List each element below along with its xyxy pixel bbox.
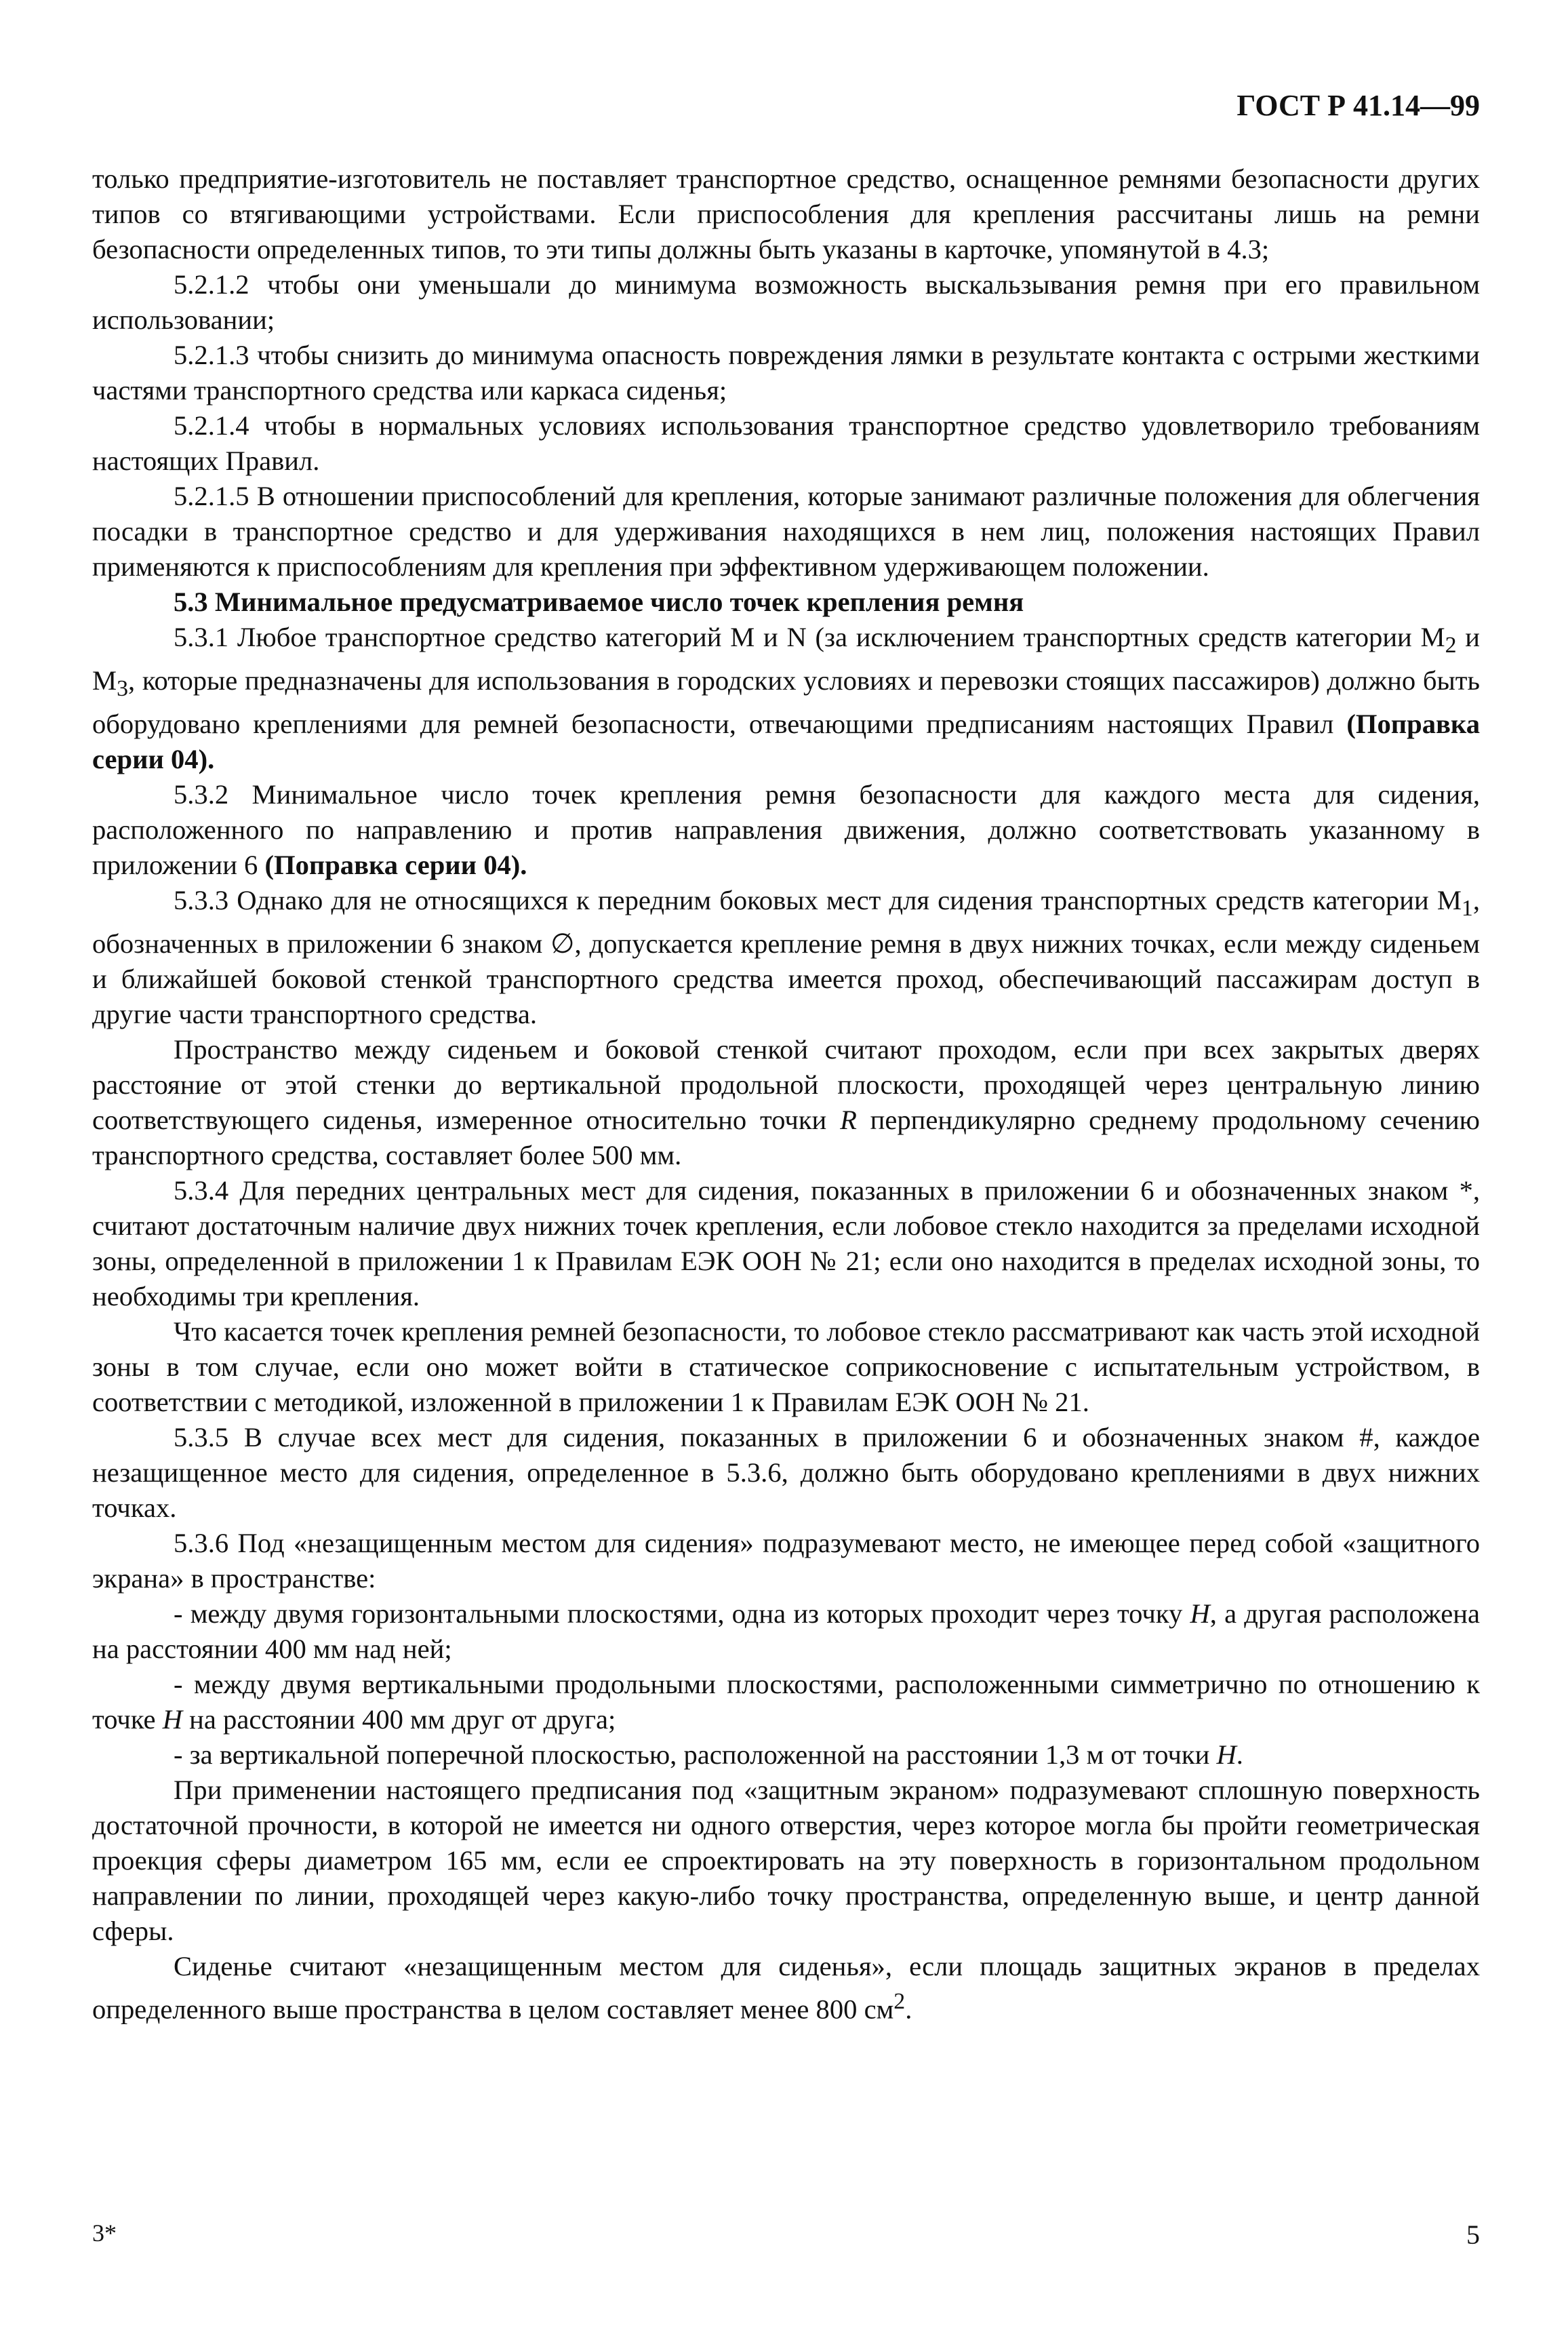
text-run: R bbox=[840, 1105, 857, 1136]
text-run: 5.2.1.5 В отношении приспособлений для крепления, которые занимают различные положения для облегчения посадки в транспортное средство и для удерживания находящихся в нем лиц, положения настоящих Правил применяются к приспособлениям для крепления при эффективном удерживающем положении. bbox=[92, 481, 1480, 582]
text-run: 5.3.2 Минимальное число точек крепления ремня безопасности для каждого места для сидения, расположенного по направлению и против направления движения, должно соответствовать указанному в приложении 6 bbox=[92, 779, 1480, 881]
paragraph bbox=[92, 777, 1480, 883]
paragraph bbox=[92, 1667, 1480, 1737]
text-run: , которые предназначены для использования в городских условиях и перевозки стоящих пассажиров) должно быть оборудовано креплениями для ремней безопасности, отвечающими предписаниям настоящих Правил bbox=[92, 665, 1480, 740]
sheet-mark: 3* bbox=[92, 2219, 117, 2247]
text-run: Сиденье считают «незащищенным местом для сиденья», если площадь защитных экранов в пределах определенного выше пространства в целом составляет менее 800 см bbox=[92, 1951, 1480, 2025]
text-run: 5.2.1.2 чтобы они уменьшали до минимума возможность выскальзывания ремня при его правильном использовании; bbox=[92, 269, 1480, 335]
page-number: 5 bbox=[1466, 2219, 1480, 2250]
text-run: Пространство между сиденьем и боковой стенкой считают проходом, если при всех закрытых дверях расстояние от этой стенки до вертикальной продольной плоскости, проходящей через центральную линию соответствующего сиденья, измеренное относительно точки bbox=[92, 1034, 1480, 1136]
paragraph bbox=[92, 408, 1480, 479]
text-run: 5.3 Минимальное предусматриваемое число точек крепления ремня bbox=[174, 587, 1024, 617]
text-run: (Поправка серии 04). bbox=[264, 850, 527, 881]
paragraph bbox=[92, 1596, 1480, 1667]
text-run: 5.2.1.4 чтобы в нормальных условиях использования транспортное средство удовлетворило требованиям настоящих Правил. bbox=[92, 410, 1480, 476]
text-run: - между двумя горизонтальными плоскостями, одна из которых проходит через точку bbox=[174, 1598, 1190, 1629]
subscript-run: 3 bbox=[117, 676, 129, 702]
paragraph bbox=[92, 1420, 1480, 1526]
text-run: H bbox=[1216, 1739, 1237, 1771]
text-run: (Поправка серии 04). bbox=[92, 709, 1480, 775]
text-run: 5.3.5 В случае всех мест для сидения, показанных в приложении 6 и обозначенных знаком #, каждое незащищенное место для сидения, определенное в 5.3.6, должно быть оборудовано креплениями в двух нижних точках. bbox=[92, 1422, 1480, 1524]
paragraph bbox=[92, 1773, 1480, 1949]
paragraph bbox=[92, 1314, 1480, 1420]
superscript-run: 2 bbox=[893, 1989, 906, 2015]
text-run: , обозначенных в приложении 6 знаком ∅, допускается крепление ремня в двух нижних точках, если между сиденьем и ближайшей боковой стенкой транспортного средства имеется проход, обеспечивающий пассажирам доступ в другие части транспортного средства. bbox=[92, 885, 1480, 1030]
text-run: При применении настоящего предписания под «защитным экраном» подразумевают сплошную поверхность достаточной прочности, в которой не имеется ни одного отверстия, через которое могла бы пройти геометрическая проекция сферы диаметром 165 мм, если ее спроектировать на эту поверхность в горизонтальном продольном направлении по линии, проходящей через какую-либо точку пространства, определенную выше, и центр данной сферы. bbox=[92, 1775, 1480, 1947]
text-run: - за вертикальной поперечной плоскостью, расположенной на расстоянии 1,3 м от точки bbox=[174, 1739, 1217, 1771]
paragraph bbox=[92, 338, 1480, 408]
text-run: перпендикулярно среднему продольному сечению транспортного средства, составляет более 500 мм. bbox=[92, 1105, 1480, 1171]
text-run: 5.3.6 Под «незащищенным местом для сидения» подразумевают место, не имеющее перед собой «защитного экрана» в пространстве: bbox=[92, 1528, 1480, 1594]
text-run: H bbox=[1190, 1598, 1210, 1629]
paragraph bbox=[92, 1526, 1480, 1596]
text-run: , а другая расположена на расстоянии 400 мм над ней; bbox=[92, 1598, 1480, 1665]
section-heading bbox=[92, 585, 1480, 620]
paragraph bbox=[92, 479, 1480, 585]
text-run: . bbox=[905, 1994, 912, 2025]
document-code-header: ГОСТ Р 41.14—99 bbox=[1237, 89, 1480, 122]
text-run: 5.3.4 Для передних центральных мест для сидения, показанных в приложении 6 и обозначенных знаком *, считают достаточным наличие двух нижних точек крепления, если лобовое стекло находится за пределами исходной зоны, определенной в приложении 1 к Правилам ЕЭК ООН № 21; если оно находится в пределах исходной зоны, то необходимы три крепления. bbox=[92, 1175, 1480, 1312]
text-run: 5.3.3 Однако для не относящихся к передним боковых мест для сидения транспортных средств категории M bbox=[174, 885, 1462, 916]
text-run: H bbox=[162, 1704, 183, 1735]
subscript-run: 1 bbox=[1461, 896, 1473, 922]
text-run: на расстоянии 400 мм друг от друга; bbox=[182, 1704, 616, 1735]
document-body bbox=[92, 161, 1480, 2028]
text-run: и M bbox=[92, 622, 1480, 696]
text-run: 5.3.1 Любое транспортное средство категорий M и N (за исключением транспортных средств категории M bbox=[174, 622, 1445, 652]
paragraph bbox=[92, 1737, 1480, 1773]
subscript-run: 2 bbox=[1445, 633, 1457, 658]
paragraph bbox=[92, 267, 1480, 338]
text-run: Что касается точек крепления ремней безопасности, то лобовое стекло рассматривают как часть этой исходной зоны в том случае, если оно может войти в статическое соприкосновение с испытательным устройством, в соответствии с методикой, изложенной в приложении 1 к Правилам ЕЭК ООН № 21. bbox=[92, 1316, 1480, 1418]
paragraph bbox=[92, 620, 1480, 777]
paragraph bbox=[92, 161, 1480, 267]
text-run: только предприятие-изготовитель не поставляет транспортное средство, оснащенное ремнями безопасности других типов со втягивающими устройствами. Если приспособления для крепления рассчитаны лишь на ремни безопасности определенных типов, то эти типы должны быть указаны в карточке, упомянутой в 4.3; bbox=[92, 163, 1480, 264]
text-run: 5.2.1.3 чтобы снизить до минимума опасность повреждения лямки в результате контакта с острыми жесткими частями транспортного средства или каркаса сиденья; bbox=[92, 340, 1480, 406]
text-run: . bbox=[1236, 1739, 1243, 1771]
paragraph bbox=[92, 1949, 1480, 2028]
paragraph bbox=[92, 883, 1480, 1032]
paragraph bbox=[92, 1032, 1480, 1173]
text-run: - между двумя вертикальными продольными плоскостями, расположенными симметрично по отношению к точке bbox=[92, 1669, 1480, 1735]
paragraph bbox=[92, 1173, 1480, 1314]
